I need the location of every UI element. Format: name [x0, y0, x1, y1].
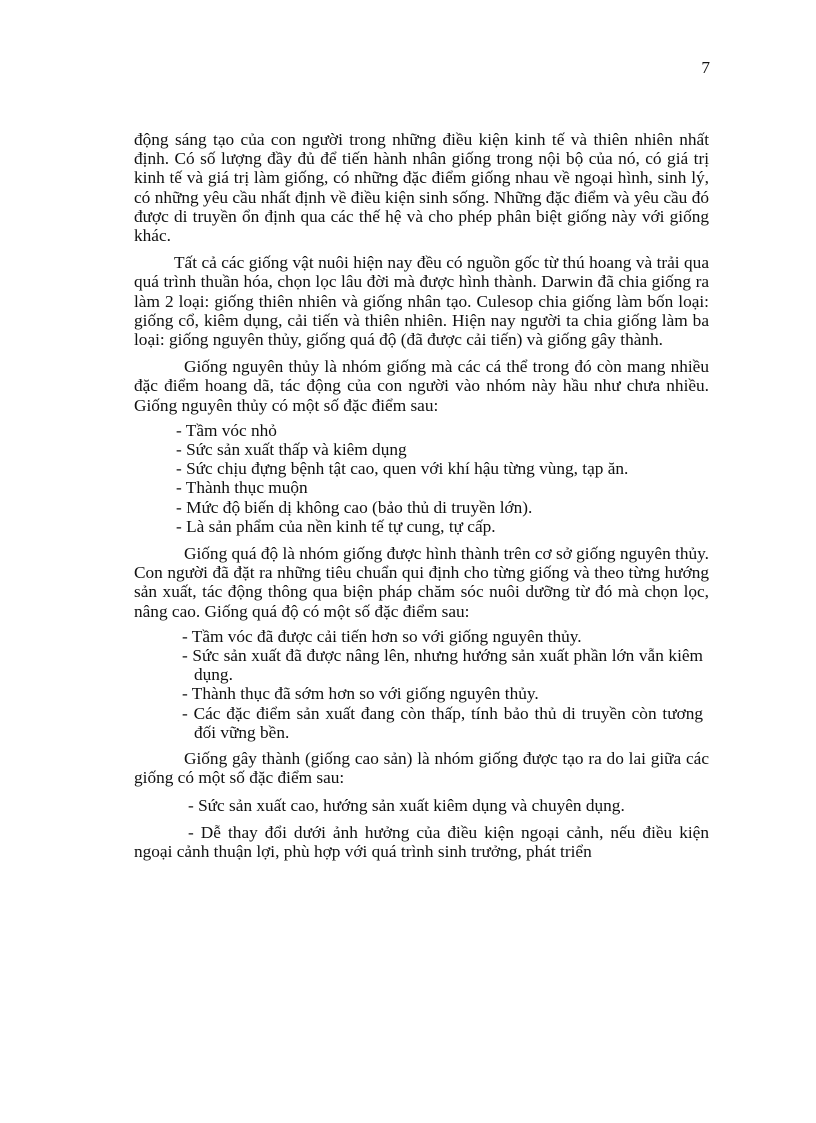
list-item [134, 627, 709, 646]
list-item: - Tầm vóc nhỏ [176, 420, 277, 440]
list-qua-do-traits [134, 627, 709, 742]
list-item-text: - Sức sản xuất đã được nâng lên, nhưng hướng sản xuất phần lớn vẫn kiêm dụng. [182, 646, 703, 685]
paragraph-giong-nguyen-thuy: Giống nguyên thủy là nhóm giống mà các cá thể trong đó còn mang nhiều đặc điểm hoang dã, tác động của con người vào nhóm này hầu như chưa nhiều. Giống nguyên thủy có một số đặc điểm sau: [134, 357, 709, 415]
gay-thanh-trait-2: - Dễ thay đổi dưới ảnh hưởng của điều kiện ngoại cảnh, nếu điều kiện ngoại cảnh thuận lợi, phù hợp với quá trình sinh trưởng, phát triển [134, 822, 709, 861]
list-item-text: - Tầm vóc đã được cải tiến hơn so với giống nguyên thủy. [182, 626, 582, 646]
paragraph-giong-qua-do: Giống quá độ là nhóm giống được hình thành trên cơ sở giống nguyên thủy. Con người đã đặt ra những tiêu chuẩn qui định cho từng giống và theo từng hướng sản xuất, tác động thông qua biện pháp chăm sóc nuôi dưỡng từ đó mà chọn lọc, nâng cao. Giống quá độ có một số đặc điểm sau: [134, 544, 709, 621]
paragraph-giong-classification: Tất cả các giống vật nuôi hiện nay đều có nguồn gốc từ thú hoang và trải qua quá trình thuần hóa, chọn lọc lâu đời mà được hình thành. Darwin đã chia giống ra làm 2 loại: giống thiên nhiên và giống nhân tạo. Culesop chia giống làm bốn loại: giống cổ, kiêm dụng, cải tiến và thiên nhiên. Hiện nay người ta chia giống làm ba loại: giống nguyên thủy, giống quá độ (đã được cải tiến) và giống gây thành. [134, 253, 709, 350]
list-item [134, 684, 709, 703]
gay-thanh-trait-1: - Sức sản xuất cao, hướng sản xuất kiêm dụng và chuyên dụng. [188, 795, 625, 815]
list-item: - Sức chịu đựng bệnh tật cao, quen với khí hậu từng vùng, tạp ăn. [176, 459, 629, 479]
page-number: 7 [701, 58, 710, 77]
paragraph-giong-definition: động sáng tạo của con người trong những điều kiện kinh tế và thiên nhiên nhất định. Có số lượng đầy đủ để tiến hành nhân giống trong nội bộ của nó, có giá trị kinh tế và giá trị làm giống, có những đặc điểm giống nhau về ngoại hình, sinh lý, có những yêu cầu nhất định về điều kiện sinh sống. Những đặc điểm và yêu cầu đó được di truyền ổn định qua các thế hệ và cho phép phân biệt giống này với giống khác. [134, 130, 709, 246]
list-item: - Sức sản xuất thấp và kiêm dụng [176, 440, 407, 460]
paragraph-giong-gay-thanh: Giống gây thành (giống cao sản) là nhóm giống được tạo ra do lai giữa các giống có một số đặc điểm sau: [134, 749, 709, 788]
list-nguyen-thuy-traits [134, 421, 709, 536]
list-item-text: - Thành thục đã sớm hơn so với giống nguyên thủy. [182, 684, 539, 704]
list-item: - Là sản phẩm của nền kinh tế tự cung, tự cấp. [176, 516, 496, 536]
list-item [134, 646, 709, 684]
list-item-text: - Các đặc điểm sản xuất đang còn thấp, tính bảo thủ di truyền còn tương đối vững bền. [182, 703, 703, 742]
list-item [134, 704, 709, 742]
list-item: - Mức độ biến dị không cao (bảo thủ di truyền lớn). [176, 497, 533, 517]
list-item: - Thành thục muộn [176, 478, 308, 498]
page-body [134, 130, 709, 861]
